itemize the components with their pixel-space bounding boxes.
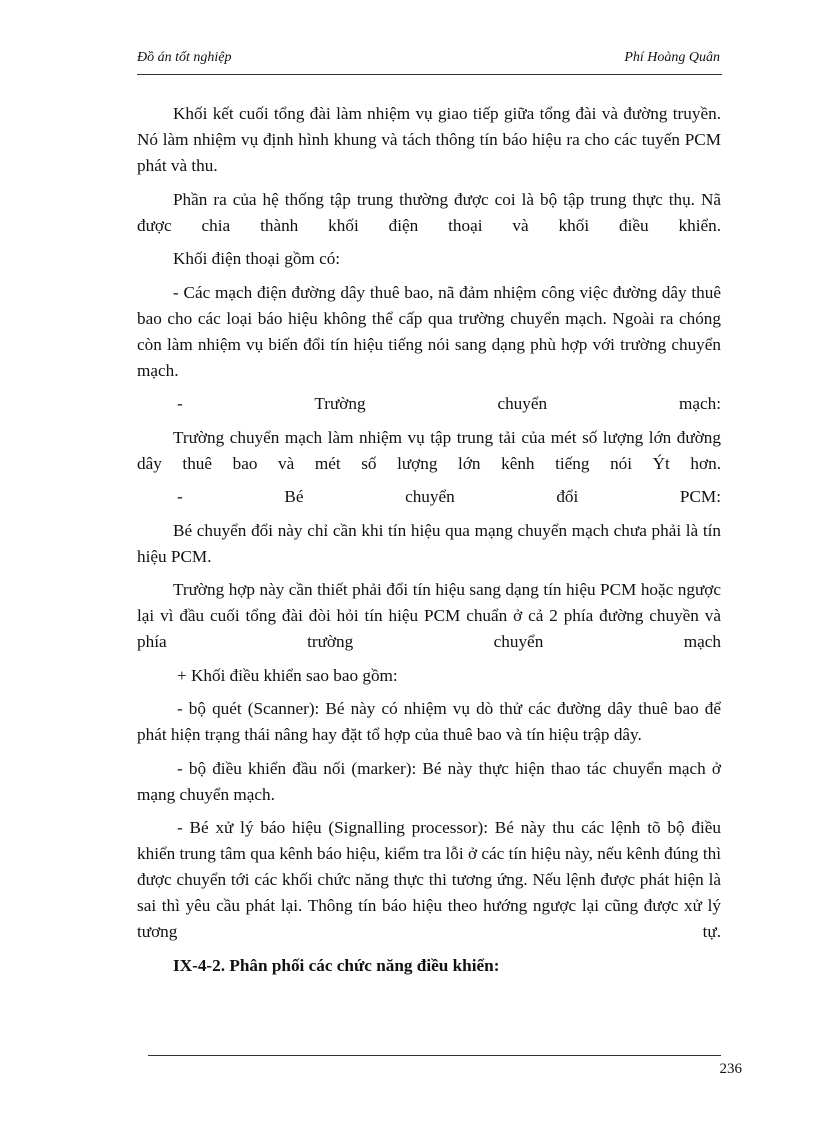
page-number: 236 xyxy=(719,1061,742,1077)
paragraph-4: - Các mạch điện đường dây thuê bao, nã đảm nhiệm công việc đường dây thuê bao cho các loại báo hiệu không thể cấp qua trường chuyển mạch. Ngoài ra chóng còn làm nhiệm vụ biến đổi tín hiệu tiếng nói sang dạng phù hợp với trường chuyển mạch. xyxy=(137,282,721,380)
paragraph-2: Phần ra của hệ thống tập trung thường được coi là bộ tập trung thực thụ. Nã được chia thành khối điện thoại và khối điều khiển. xyxy=(137,189,721,235)
paragraph-13: - Bé xử lý báo hiệu (Signalling processor): Bé này thu các lệnh tõ bộ điều khiển trung tâm qua kênh báo hiệu, kiểm tra lỗi ở các tín hiệu này, nếu kênh đúng thì được chuyển tới các khối chức năng thực thi tương ứng. Nếu lệnh được phát hiện là sai thì yêu cầu phát lại. Thông tín báo hiệu theo hướng ngược lại cũng được xử lý tương tự. xyxy=(137,818,721,941)
paragraph-9: Trường hợp này cần thiết phải đổi tín hiệu sang dạng tín hiệu PCM hoặc ngược lại vì đầu cuối tổng đài đòi hỏi tín hiệu PCM chuẩn ở cả 2 phía đường chuyền và phía trường chuyển mạch xyxy=(137,580,721,651)
paragraph-11: - bộ quét (Scanner): Bé này có nhiệm vụ dò thử các đường dây thuê bao để phát hiện trạng thái nâng hay đặt tổ hợp của thuê bao và tín hiệu trập dây. xyxy=(137,699,721,744)
page-body xyxy=(137,101,721,986)
header-left-title: Đồ án tốt nghiệp xyxy=(137,50,232,65)
paragraph-1: Khối kết cuối tổng đài làm nhiệm vụ giao tiếp giữa tổng đài và đường truyền. Nó làm nhiệm vụ định hình khung và tách thông tín báo hiệu ra cho các tuyến PCM phát và thu. xyxy=(137,104,721,175)
header-author: Phí Hoàng Quân xyxy=(624,50,720,65)
paragraph-8: Bé chuyển đổi này chỉ cần khi tín hiệu qua mạng chuyển mạch chưa phải là tín hiệu PCM. xyxy=(137,520,721,566)
header-rule xyxy=(137,74,722,75)
paragraph-3: Khối điện thoại gồm có: xyxy=(173,249,341,268)
footer-rule xyxy=(148,1055,721,1056)
paragraph-6: Trường chuyển mạch làm nhiệm vụ tập trung tải của mét số lượng lớn đường dây thuê bao và mét số lượng lớn kênh tiếng nói Ýt hơn. xyxy=(137,427,721,473)
paragraph-12: - bộ điều khiển đầu nối (marker): Bé này thực hiện thao tác chuyển mạch ở mạng chuyển mạch. xyxy=(137,758,721,804)
paragraph-7: - Bé chuyển đổi PCM: xyxy=(177,487,721,506)
section-heading: IX-4-2. Phân phối các chức năng điều khiển: xyxy=(173,955,500,975)
paragraph-10: + Khối điều khiển sao bao gồm: xyxy=(177,665,398,685)
paragraph-5: - Trường chuyển mạch: xyxy=(177,394,721,413)
